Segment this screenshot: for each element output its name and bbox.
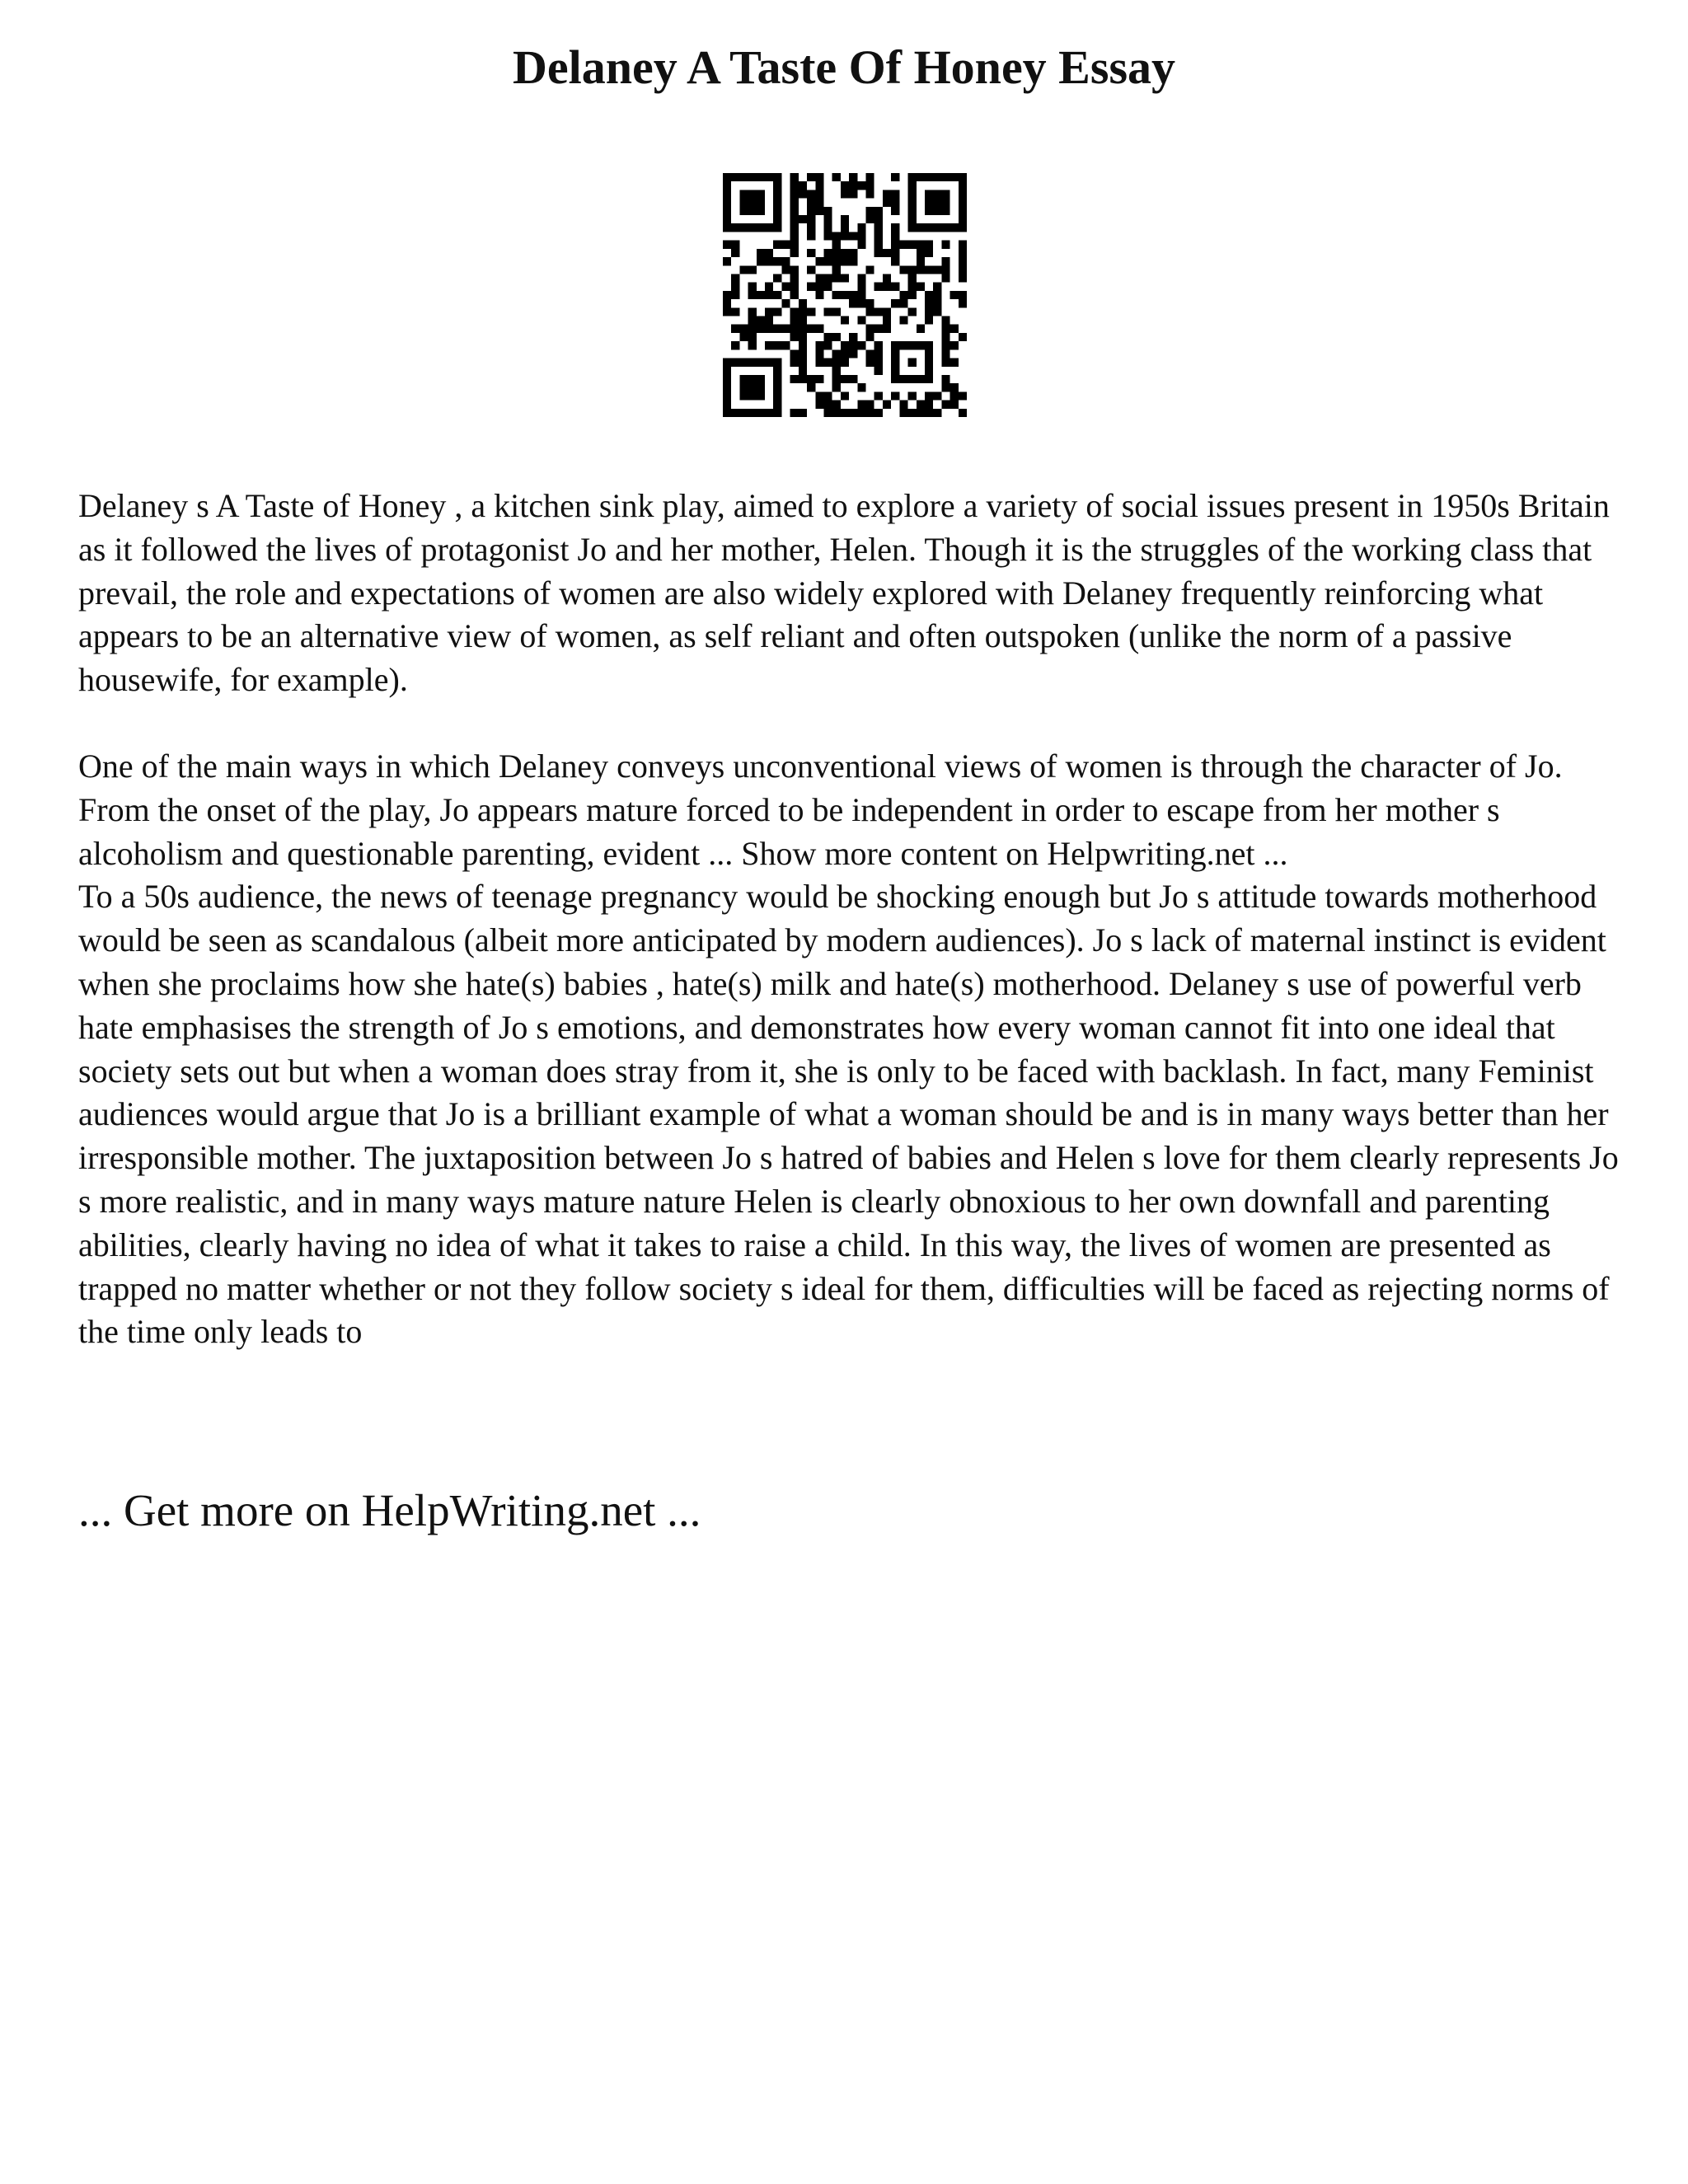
- document-title: Delaney A Taste Of Honey Essay: [512, 40, 1176, 94]
- paragraph-gap: [78, 702, 1628, 745]
- essay-body: [78, 485, 1628, 1354]
- essay-paragraph-2: One of the main ways in which Delaney conveys unconventional views of women is through the character of Jo. From the onset of the play, Jo appears mature forced to be independent in order to escape from her mother s alcoholism and questionable parenting, evident ... Show more content on Helpwriting.net ...: [78, 747, 1563, 872]
- essay-paragraph-3: To a 50s audience, the news of teenage pregnancy would be shocking enough but Jo s attitude towards motherhood would be seen as scandalous (albeit more anticipated by modern audiences). Jo s lack of maternal instinct is evident when she proclaims how she hate(s) babies , hate(s) milk and hate(s) motherhood. Delaney s use of powerful verb hate emphasises the strength of Jo s emotions, and demonstrates how every woman cannot fit into one ideal that society sets out but when a woman does stray from it, she is only to be faced with backlash. In fact, many Feminist audiences would argue that Jo is a brilliant example of what a woman should be and is in many ways better than her irresponsible mother. The juxtaposition between Jo s hatred of babies and Helen s love for them clearly represents Jo s more realistic, and in many ways mature nature Helen is clearly obnoxious to her own downfall and parenting abilities, clearly having no idea of what it takes to raise a child. In this way, the lives of women are presented as trapped no matter whether or not they follow society s ideal for them, difficulties will be faced as rejecting norms of the time only leads to: [78, 878, 1619, 1351]
- essay-paragraph-1: Delaney s A Taste of Honey , a kitchen sink play, aimed to explore a variety of social issues present in 1950s Britain as it followed the lives of protagonist Jo and her mother, Helen. Though it is the struggles of the working class that prevail, the role and expectations of women are also widely explored with Delaney frequently reinforcing what appears to be an alternative view of women, as self reliant and often outspoken (unlike the norm of a passive housewife, for example).: [78, 487, 1610, 699]
- qr-code-icon: [723, 173, 967, 417]
- get-more-link[interactable]: ... Get more on HelpWriting.net ...: [78, 1485, 701, 1535]
